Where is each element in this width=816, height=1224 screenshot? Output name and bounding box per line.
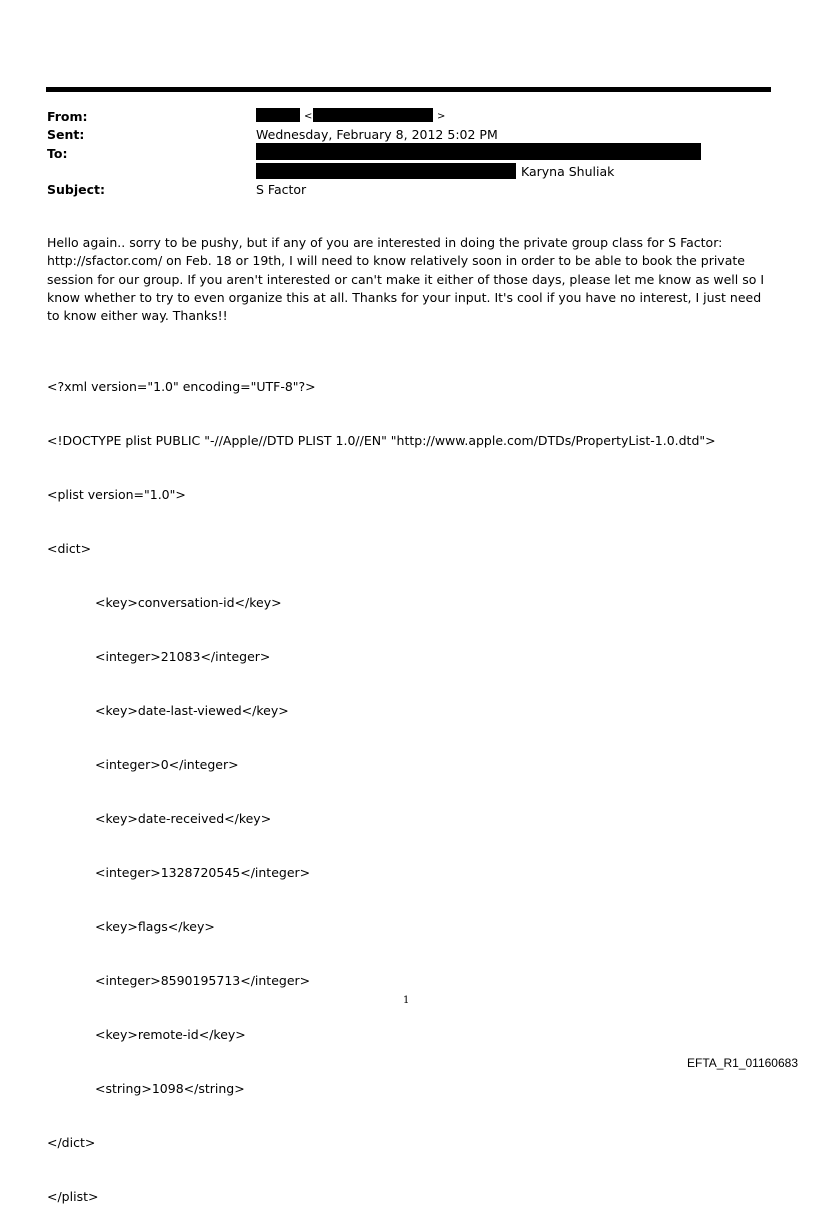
- plist-line: <integer>8590195713</integer>: [95, 973, 311, 988]
- from-label: From:: [47, 109, 88, 124]
- sent-label: Sent:: [47, 127, 85, 142]
- plist-line: <key>remote-id</key>: [95, 1027, 246, 1042]
- plist-line: </dict>: [47, 1135, 96, 1150]
- redaction-from-email: [313, 108, 433, 122]
- to-label: To:: [47, 146, 68, 161]
- header-divider: [46, 87, 771, 92]
- plist-block: [47, 342, 716, 1224]
- plist-line: <!DOCTYPE plist PUBLIC "-//Apple//DTD PLIST 1.0//EN" "http://www.apple.com/DTDs/PropertyList-1.0.dtd">: [47, 433, 716, 448]
- plist-line: <integer>0</integer>: [95, 757, 239, 772]
- redaction-from-name: [256, 108, 300, 122]
- plist-line: <?xml version="1.0" encoding="UTF-8"?>: [47, 379, 316, 394]
- plist-line: <key>conversation-id</key>: [95, 595, 282, 610]
- page-number: 1: [403, 995, 410, 1006]
- plist-line: <string>1098</string>: [95, 1081, 245, 1096]
- subject-label: Subject:: [47, 182, 105, 197]
- plist-line: </plist>: [47, 1189, 99, 1204]
- sent-value: Wednesday, February 8, 2012 5:02 PM: [256, 127, 498, 142]
- to-visible-recipient: Karyna Shuliak: [521, 164, 615, 179]
- from-close-bracket: >: [437, 111, 446, 122]
- plist-line: <plist version="1.0">: [47, 487, 186, 502]
- message-body: Hello again.. sorry to be pushy, but if any of you are interested in doing the private group class for S Factor: http://sfactor.com/ on Feb. 18 or 19th, I will need to know relatively soon in order to be able to book the private session for our group. If you aren't interested or can't make it either of those days, please let me know as well so I know whether to try to even organize this at all. Thanks for your input. It's cool if you have no interest, I just need to know either way. Thanks!!: [47, 235, 765, 324]
- bates-number: EFTA_R1_01160683: [687, 1056, 798, 1070]
- plist-line: <key>date-last-viewed</key>: [95, 703, 289, 718]
- plist-line: <key>date-received</key>: [95, 811, 272, 826]
- plist-line: <integer>1328720545</integer>: [95, 865, 311, 880]
- plist-line: <dict>: [47, 541, 92, 556]
- plist-line: <integer>21083</integer>: [95, 649, 271, 664]
- redaction-to-recipients-line1: [256, 143, 701, 160]
- plist-line: <key>flags</key>: [95, 919, 215, 934]
- redaction-to-recipients-line2: [256, 163, 516, 179]
- subject-value: S Factor: [256, 182, 307, 197]
- from-open-bracket: <: [304, 111, 313, 122]
